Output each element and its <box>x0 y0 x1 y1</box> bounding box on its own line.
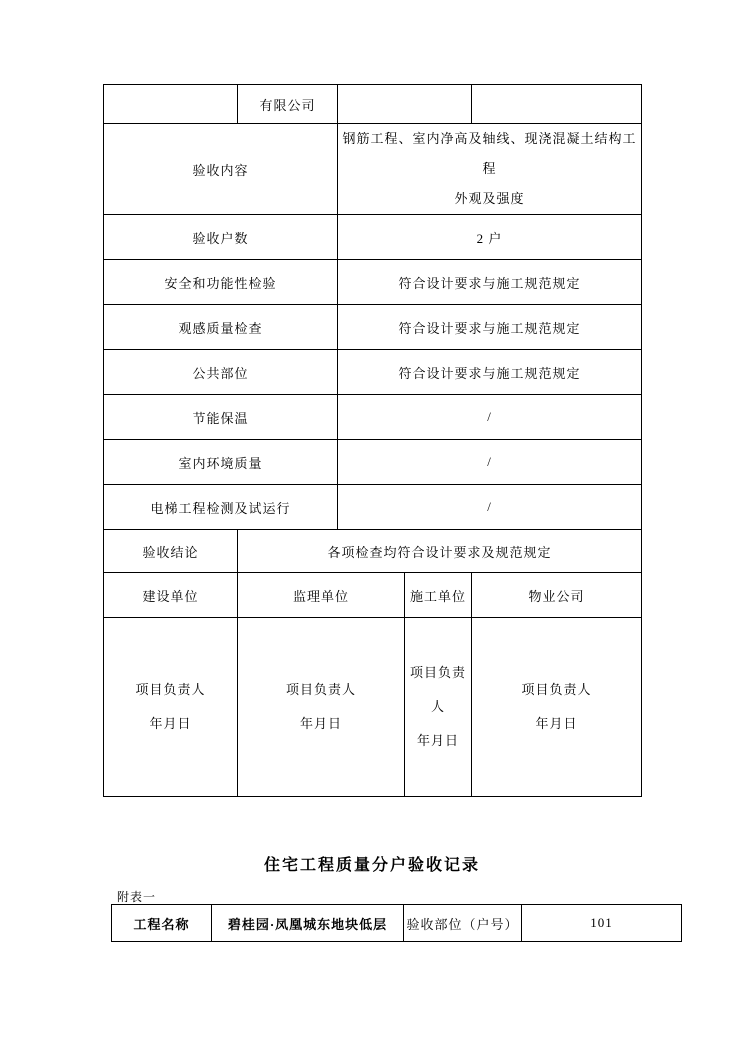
header-property-company: 物业公司 <box>472 573 642 618</box>
table-row-conclusion <box>104 530 642 573</box>
header-contractor-unit: 施工单位 <box>405 573 472 618</box>
value-acceptance-content <box>338 124 642 215</box>
label-indoor-environment: 室内环境质量 <box>104 440 338 485</box>
value-energy-insulation: / <box>338 395 642 440</box>
label-conclusion: 验收结论 <box>104 530 238 573</box>
value-acceptance-content-line2: 外观及强度 <box>454 191 525 206</box>
header-cell-blank-1 <box>104 85 238 124</box>
label-energy-insulation: 节能保温 <box>104 395 338 440</box>
main-acceptance-table <box>103 84 642 797</box>
signature-cell-contractor[interactable] <box>405 618 472 797</box>
signature-date-construction-developer: 年月日 <box>149 716 192 731</box>
bottom-table-wrapper <box>111 904 681 942</box>
table-row-elevator-test <box>104 485 642 530</box>
value-indoor-environment: / <box>338 440 642 485</box>
value-safety-function-test: 符合设计要求与施工规范规定 <box>338 260 642 305</box>
value-household-count: 2 户 <box>338 215 642 260</box>
table-row-company <box>104 85 642 124</box>
header-cell-blank-3 <box>472 85 642 124</box>
label-project-name: 工程名称 <box>112 905 212 942</box>
table-row-unit-headers <box>104 573 642 618</box>
value-public-area: 符合设计要求与施工规范规定 <box>338 350 642 395</box>
header-construction-developer-unit: 建设单位 <box>104 573 238 618</box>
signature-cell-supervision[interactable] <box>238 618 405 797</box>
label-safety-function-test: 安全和功能性检验 <box>104 260 338 305</box>
header-supervision-unit: 监理单位 <box>238 573 405 618</box>
value-project-name: 碧桂园·凤凰城东地块低层 <box>212 905 404 942</box>
table-row-indoor-environment <box>104 440 642 485</box>
label-public-area: 公共部位 <box>104 350 338 395</box>
value-conclusion: 各项检查均符合设计要求及规范规定 <box>238 530 642 573</box>
label-household-count: 验收户数 <box>104 215 338 260</box>
label-appearance-quality: 观感质量检查 <box>104 305 338 350</box>
header-cell-company: 有限公司 <box>238 85 338 124</box>
label-acceptance-content: 验收内容 <box>104 124 338 215</box>
table-row-signatures <box>104 618 642 797</box>
page-title: 住宅工程质量分户验收记录 <box>263 857 480 874</box>
value-acceptance-part: 101 <box>522 905 682 942</box>
signature-role-contractor: 项目负责人 <box>409 665 466 714</box>
table-row-appearance-quality <box>104 305 642 350</box>
table-row-safety-function-test <box>104 260 642 305</box>
table-row-household-count <box>104 215 642 260</box>
table-row-acceptance-content <box>104 124 642 215</box>
table-row-public-area <box>104 350 642 395</box>
signature-date-supervision: 年月日 <box>299 716 342 731</box>
value-appearance-quality: 符合设计要求与施工规范规定 <box>338 305 642 350</box>
table-row-energy-insulation <box>104 395 642 440</box>
header-cell-blank-2 <box>338 85 472 124</box>
project-info-table <box>111 904 682 942</box>
signature-role-construction-developer: 项目负责人 <box>135 682 206 697</box>
label-acceptance-part: 验收部位（户号） <box>404 905 522 942</box>
signature-cell-property-company[interactable] <box>472 618 642 797</box>
signature-date-property-company: 年月日 <box>535 716 578 731</box>
signature-cell-construction-developer[interactable] <box>104 618 238 797</box>
label-elevator-test: 电梯工程检测及试运行 <box>104 485 338 530</box>
table-row-project-info <box>112 905 682 942</box>
value-elevator-test: / <box>338 485 642 530</box>
signature-role-supervision: 项目负责人 <box>285 682 356 697</box>
attachment-label: 附表一 <box>117 890 157 904</box>
signature-date-contractor: 年月日 <box>416 733 459 748</box>
signature-role-property-company: 项目负责人 <box>521 682 592 697</box>
main-acceptance-table-wrapper <box>103 84 641 797</box>
value-acceptance-content-line1: 钢筋工程、室内净高及轴线、现浇混凝土结构工程 <box>342 131 637 176</box>
